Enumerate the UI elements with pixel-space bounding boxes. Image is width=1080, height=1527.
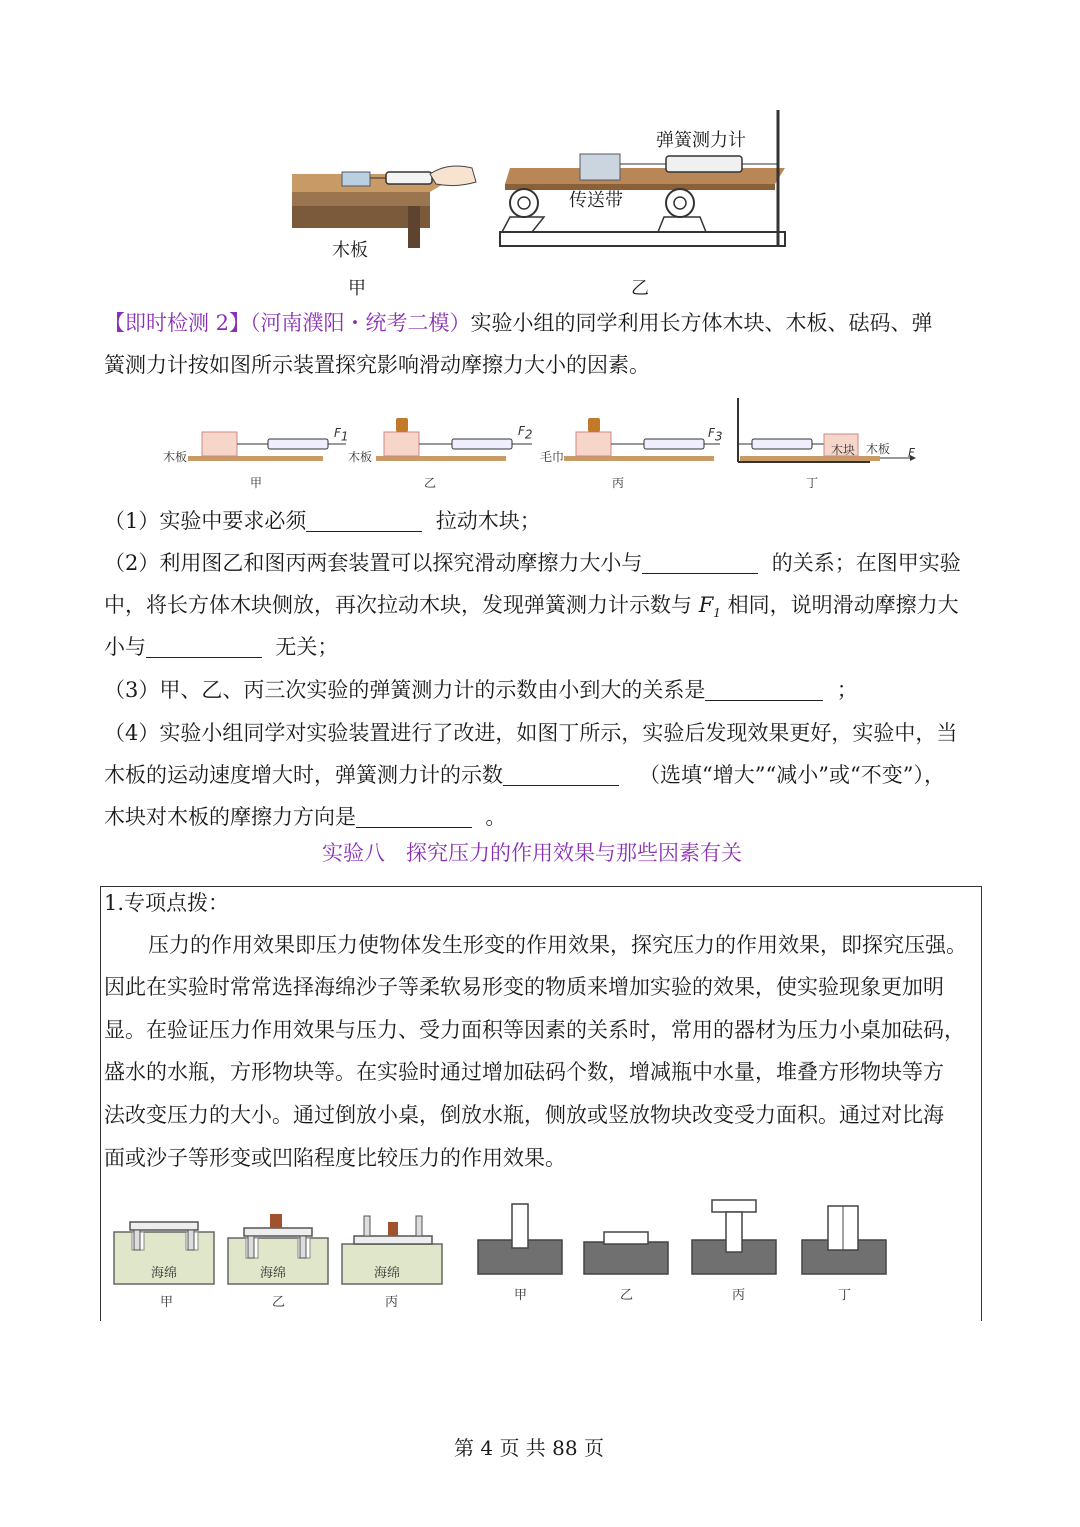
force-f2 (518, 424, 533, 441)
item-4-text-b: 木板的运动速度增大时，弹簧测力计的示数 (104, 763, 503, 787)
item-2-line2 (104, 590, 959, 628)
label-spring-scale: 弹簧测力计 (656, 130, 746, 151)
item-2-text-c: 中，将长方体木块侧放，再次拉动木块，发现弹簧测力计示数与 (104, 593, 692, 617)
label-board-jia: 木板 (163, 450, 188, 464)
caption-jia-top: 甲 (348, 278, 366, 299)
item-2-force-sub: 1 (713, 606, 721, 621)
force-f1 (334, 426, 349, 443)
item-2-text-b: 的关系；在图甲实验 (771, 551, 961, 575)
label-board-top: 木板 (332, 240, 368, 261)
box-line-5: 法改变压力的大小。通过倒放小桌，倒放水瓶，侧放或竖放物块改变受力面积。通过对比海 (104, 1103, 944, 1127)
item-2-force: F (698, 593, 714, 617)
block-cap-ding: 丁 (838, 1288, 852, 1303)
answer-blank-5[interactable] (503, 763, 619, 786)
answer-blank-2[interactable] (642, 551, 758, 574)
force-f4: F (908, 446, 915, 460)
item-3-text-a: （3）甲、乙、丙三次实验的弹簧测力计的示数由小到大的关系是 (104, 678, 706, 702)
item-4-text-e: 。 (485, 805, 507, 829)
answer-blank-3[interactable] (146, 635, 262, 658)
item-1 (104, 506, 541, 536)
box-heading: 1.专项点拨： (104, 891, 230, 915)
sponge-cap-bing: 丙 (385, 1295, 399, 1310)
force-f1-letter: F (334, 426, 341, 440)
block-cap-jia: 甲 (514, 1288, 528, 1303)
label-board-yi: 木板 (348, 450, 373, 464)
item-4-line1: （4）实验小组同学对实验装置进行了改进，如图丁所示，实验后发现效果更好，实验中，当 (104, 721, 958, 745)
item-1-text-b: 拉动木块； (435, 509, 541, 533)
box-line-2: 因此在实验时常常选择海绵沙子等柔软易形变的物质来增加实验的效果，使实验现象更加明 (104, 975, 944, 999)
section-title: 实验八 探究压力的作用效果与那些因素有关 (322, 841, 742, 865)
box-line-3: 显。在验证压力作用效果与压力、受力面积等因素的关系时，常用的器材为压力小桌加砝码， (104, 1018, 965, 1042)
question-tag: 【即时检测 2】 (104, 311, 251, 335)
sponge-cap-jia: 甲 (160, 1295, 174, 1310)
page-footer: 第 4 页 共 88 页 (454, 1436, 604, 1460)
item-2-text-d: 相同，说明滑动摩擦力大 (727, 593, 959, 617)
sponge-label-jia: 海绵 (151, 1266, 178, 1281)
item-4-line2 (104, 760, 945, 790)
label-conveyor-belt: 传送带 (569, 190, 623, 211)
sponge-cap-yi: 乙 (272, 1295, 286, 1310)
item-1-text-a: （1）实验中要求必须 (104, 509, 307, 533)
force-f2-letter: F (518, 424, 525, 438)
question-source: （河南濮阳・统考二模） (250, 311, 471, 335)
item-2-text-e: 小与 (104, 635, 146, 659)
answer-blank-6[interactable] (356, 805, 472, 828)
sponge-label-yi: 海绵 (260, 1266, 287, 1281)
answer-blank-4[interactable] (705, 678, 823, 701)
force-f1-sub: 1 (340, 429, 349, 444)
sponge-figure (110, 1198, 900, 1288)
caption-jia-mid: 甲 (250, 476, 263, 490)
caption-yi-mid: 乙 (424, 476, 437, 490)
sponge-label-bing: 海绵 (374, 1266, 401, 1281)
label-board-ding: 木板 (866, 442, 891, 456)
label-towel: 毛巾 (540, 450, 565, 464)
item-2-text-a: （2）利用图乙和图丙两套装置可以探究滑动摩擦力大小与 (104, 551, 643, 575)
item-2-line3 (104, 632, 338, 662)
answer-blank-1[interactable] (306, 509, 422, 532)
force-f2-sub: 2 (524, 427, 533, 442)
item-3 (104, 675, 858, 705)
label-block-ding: 木块 (831, 443, 856, 457)
caption-yi-top: 乙 (631, 278, 649, 299)
question-intro-line2: 簧测力计按如图所示装置探究影响滑动摩擦力大小的因素。 (104, 353, 650, 377)
item-2-line1 (104, 548, 961, 578)
block-cap-bing: 丙 (732, 1288, 746, 1303)
block-cap-yi: 乙 (620, 1288, 634, 1303)
force-f3 (708, 426, 723, 443)
item-4-text-c: （选填“增大”“减小”或“不变”）， (639, 763, 945, 787)
box-line-1: 压力的作用效果即压力使物体发生形变的作用效果，探究压力的作用效果，即探究压强。 (148, 933, 967, 957)
item-2-text-g: 无关； (275, 635, 339, 659)
force-f3-letter: F (708, 426, 715, 440)
box-line-4: 盛水的水瓶，方形物块等。在实验时通过增加砝码个数，增减瓶中水量，堆叠方形物块等方 (104, 1060, 944, 1084)
caption-ding-mid: 丁 (806, 476, 819, 490)
item-4-line3 (104, 802, 506, 832)
item-3-text-b: ； (836, 678, 858, 702)
caption-bing-mid: 丙 (612, 476, 625, 490)
box-line-6: 面或沙子等形变或凹陷程度比较压力的作用效果。 (104, 1146, 566, 1170)
question-intro-text1: 实验小组的同学利用长方体木块、木板、砝码、弹 (470, 311, 933, 335)
item-4-text-d: 木块对木板的摩擦力方向是 (104, 805, 356, 829)
force-f3-sub: 3 (714, 429, 723, 444)
question-intro-line1 (104, 308, 933, 338)
